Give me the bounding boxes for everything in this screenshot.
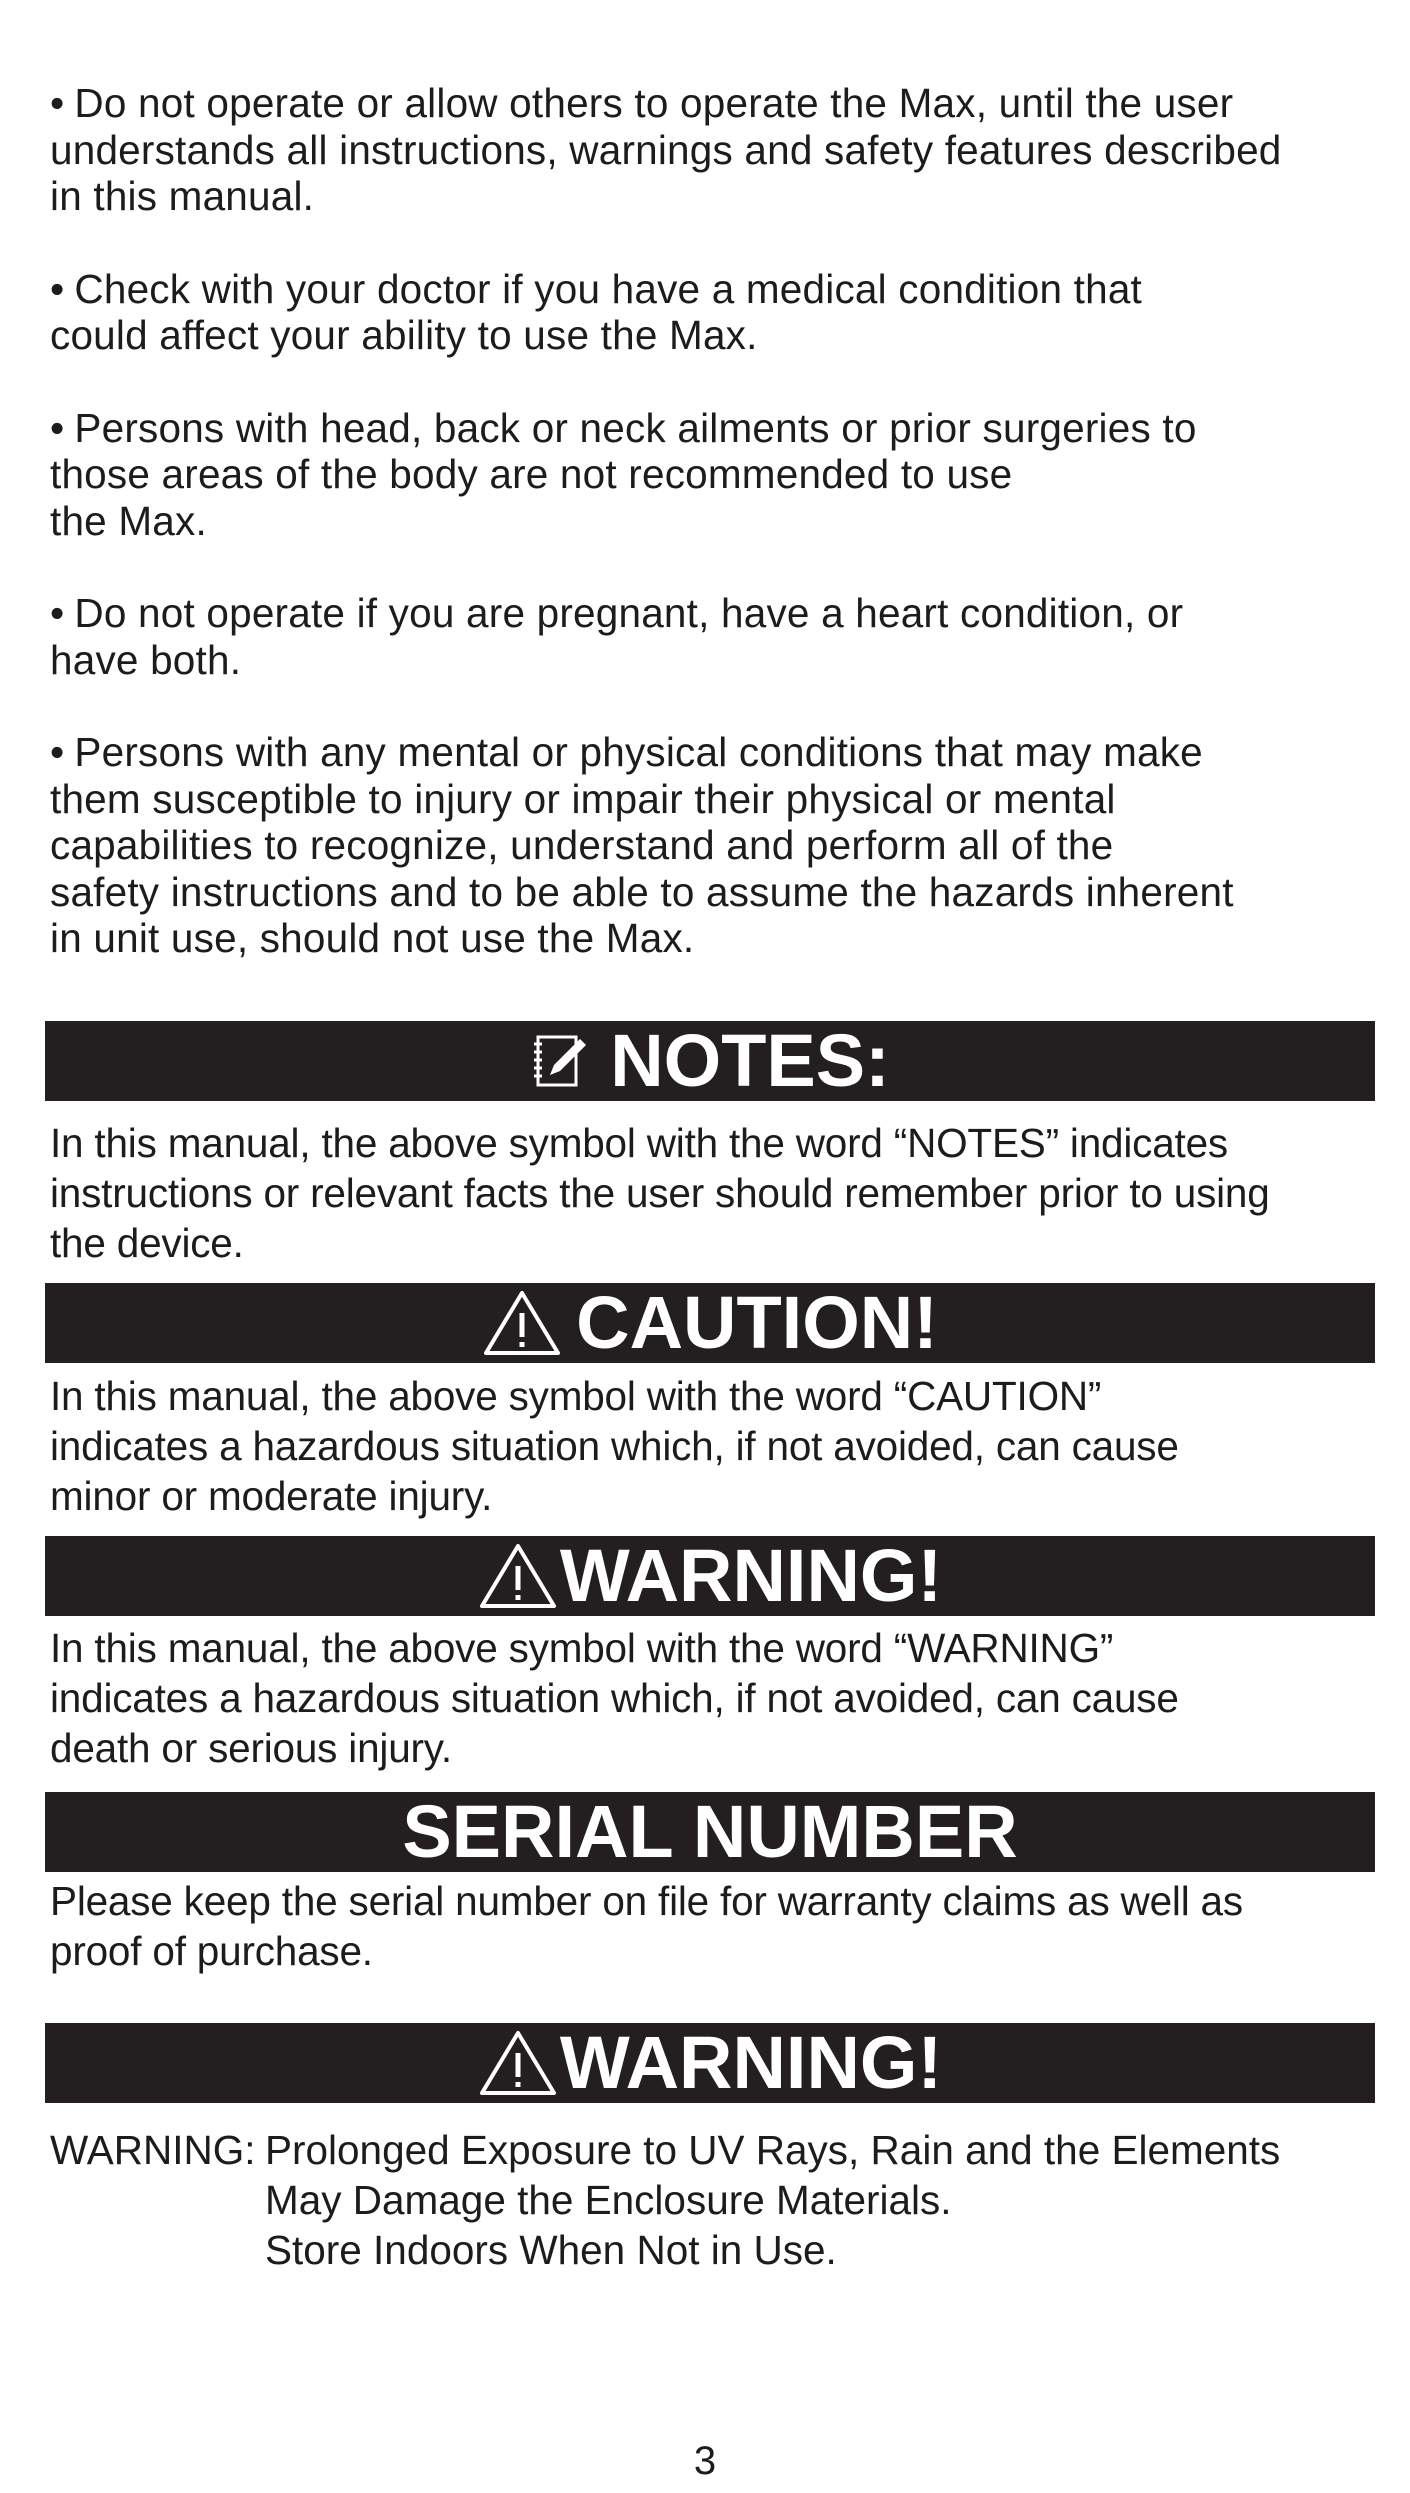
bullet-marker: •: [50, 80, 65, 126]
bullet-marker: •: [50, 729, 65, 775]
bullet-line: in unit use, should not use the Max.: [50, 915, 695, 961]
bullet-line: in this manual.: [50, 173, 315, 219]
bullet-item: [50, 80, 1380, 220]
warning-description: [50, 1623, 1380, 1773]
page-number: 3: [693, 2439, 717, 2483]
caution-line: minor or moderate injury.: [50, 1473, 493, 1519]
warning-note-line: Prolonged Exposure to UV Rays, Rain and the Elements: [265, 2127, 1281, 2173]
bullet-line: Persons with head, back or neck ailments or prior surgeries to: [74, 404, 1197, 451]
warning-banner-2: [45, 2023, 1375, 2103]
bullet-line: safety instructions and to be able to assume the hazards inherent: [50, 868, 1234, 915]
bullet-item: [50, 266, 1380, 359]
bullet-item: [50, 405, 1380, 545]
caution-line: indicates a hazardous situation which, if not avoided, can cause: [50, 1423, 1179, 1469]
notes-description: [50, 1118, 1380, 1268]
caution-line: In this manual, the above symbol with the word “CAUTION”: [50, 1373, 1102, 1419]
warning-triangle-icon: [482, 1289, 562, 1357]
caution-description: [50, 1371, 1380, 1521]
serial-line: Please keep the serial number on file for warranty claims as well as: [50, 1878, 1243, 1924]
warning-line: In this manual, the above symbol with the word “WARNING”: [50, 1625, 1114, 1671]
warning-note-line: Store Indoors When Not in Use.: [265, 2227, 837, 2273]
warning-banner: [45, 1536, 1375, 1616]
warning-label: WARNING:: [50, 2127, 256, 2173]
bullet-line: have both.: [50, 636, 242, 683]
bullet-marker: •: [50, 265, 65, 312]
notes-title: NOTES:: [610, 1019, 890, 1102]
bullet-item: [50, 590, 1380, 683]
bullet-line: them susceptible to injury or impair their physical or mental: [50, 775, 1116, 822]
bullet-item: [50, 729, 1380, 962]
bullet-line: could affect your ability to use the Max.: [50, 312, 758, 358]
serial-line: proof of purchase.: [50, 1928, 373, 1974]
notes-line: In this manual, the above symbol with the word “NOTES” indicates: [50, 1120, 1228, 1166]
bullet-marker: •: [50, 590, 65, 636]
bullet-line: Do not operate if you are pregnant, have a heart condition, or: [74, 590, 1184, 636]
notes-banner: [45, 1021, 1375, 1101]
bullet-line: capabilities to recognize, understand and perform all of the: [50, 822, 1114, 868]
warning-title-2: WARNING!: [559, 2021, 943, 2104]
serial-number-description: [50, 1876, 1380, 1976]
bullet-marker: •: [50, 404, 65, 451]
warning-triangle-icon: [478, 1542, 558, 1610]
notes-line: the device.: [50, 1220, 244, 1266]
bullet-line: Persons with any mental or physical conditions that may make: [74, 729, 1203, 775]
notes-line: instructions or relevant facts the user should remember prior to using: [50, 1170, 1270, 1216]
bullet-line: the Max.: [50, 497, 207, 544]
warning-line: indicates a hazardous situation which, if not avoided, can cause: [50, 1675, 1179, 1721]
bullet-line: understands all instructions, warnings and safety features described: [50, 126, 1282, 173]
warning-title: WARNING!: [559, 1534, 943, 1617]
warning-note-lines: [265, 2125, 1280, 2275]
warning-note-line: May Damage the Enclosure Materials.: [265, 2177, 952, 2223]
serial-number-title: SERIAL NUMBER: [402, 1790, 1018, 1873]
warning-triangle-icon: [478, 2029, 558, 2097]
bullet-line: those areas of the body are not recommended to use: [50, 451, 1013, 497]
notepad-pencil-icon: [530, 1031, 596, 1091]
bullet-line: Check with your doctor if you have a medical condition that: [74, 265, 1142, 312]
safety-bullet-list: [50, 80, 1380, 1008]
bullet-line: Do not operate or allow others to operate the Max, until the user: [74, 80, 1234, 126]
caution-title: CAUTION!: [576, 1281, 938, 1364]
caution-banner: [45, 1283, 1375, 1363]
serial-number-banner: [45, 1792, 1375, 1872]
warning-line: death or serious injury.: [50, 1725, 452, 1771]
